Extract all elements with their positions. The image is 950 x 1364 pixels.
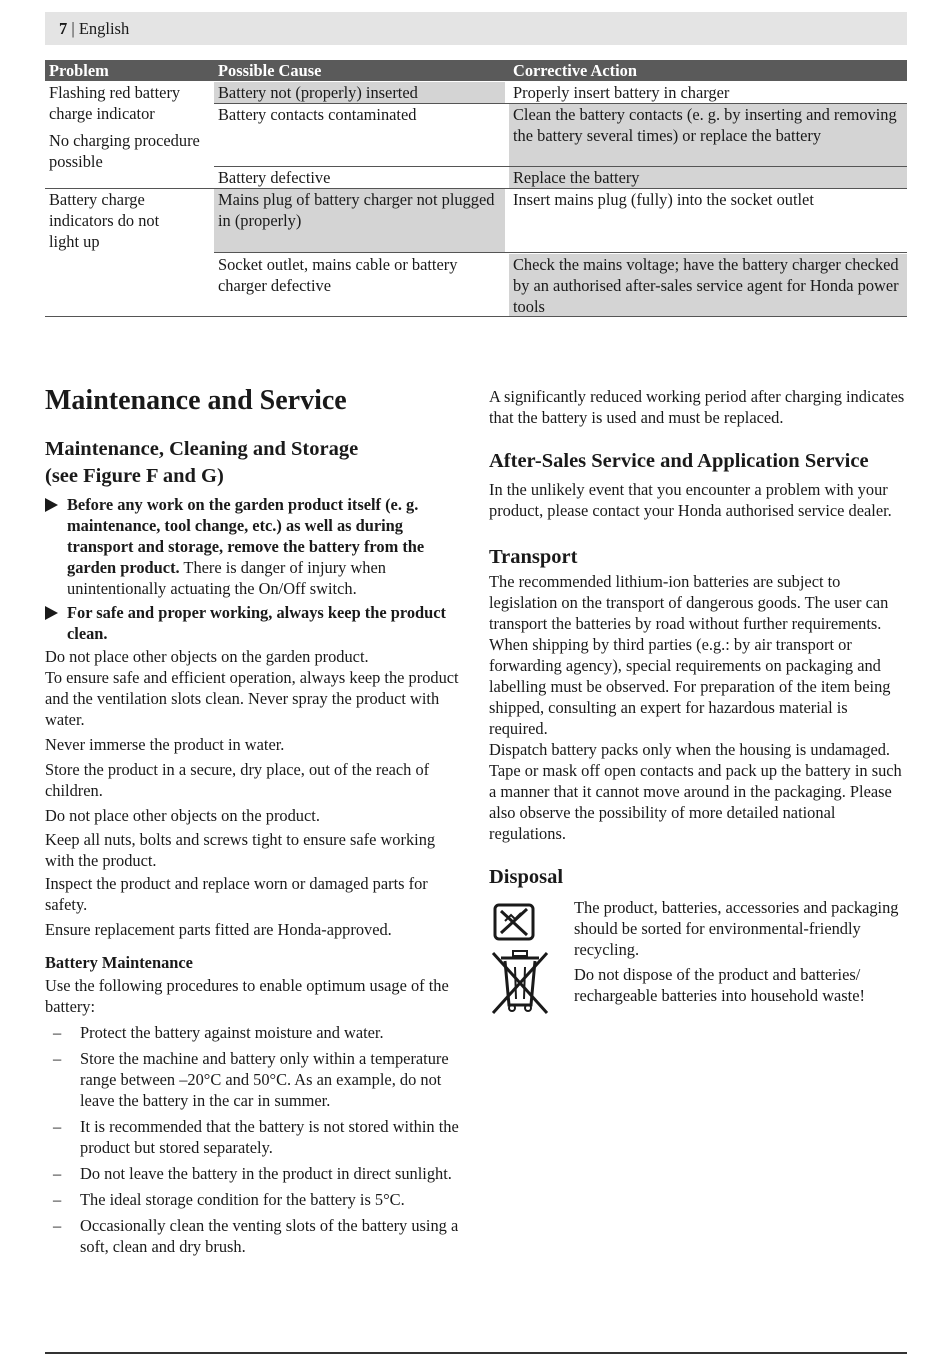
page-number: 7 [59, 19, 68, 38]
problem-no-charging: No charging procedure possible [49, 131, 200, 171]
cause-row-2: Battery contacts contaminated [218, 105, 417, 124]
battery-life-note: A significantly reduced working period after charging indicates that the battery is used and must be replaced. [489, 387, 905, 427]
action-row-2: Clean the battery contacts (e. g. by inserting and removing the battery several times) or replace the battery [509, 104, 907, 166]
left-column [45, 384, 465, 1257]
list-item: – Do not leave the battery in the product in direct sunlight. [53, 1164, 452, 1183]
recycle-sorting-icon [489, 897, 539, 947]
action-row-5: Check the mains voltage; have the battery charger checked by an authorised after-sales service agent for Honda power tools [509, 254, 907, 316]
after-sales-text: In the unlikely event that you encounter a problem with your product, please contact your Honda authorised service dealer. [489, 480, 892, 520]
battery-maintenance-heading: Battery Maintenance [45, 953, 193, 972]
header-language: English [78, 19, 130, 38]
header-possible-cause: Possible Cause [218, 61, 322, 80]
triangle-bullet-icon [45, 498, 58, 512]
transport-paragraph: When shipping by third parties (e.g.: by air transport or forwarding agency), special requirements on packaging and labelling must be observed. For preparation of the item being shipped, consulting an expert for hazardous material is required. [489, 635, 891, 738]
subsection-title-line1: Maintenance, Cleaning and Storage [45, 438, 359, 460]
battery-intro: Use the following procedures to enable optimum usage of the battery: [45, 976, 449, 1016]
list-item: – Store the machine and battery only within a temperature range between –20°C and 50°C. As an example, do not leave the battery in the car in summer. [53, 1049, 449, 1110]
action-row-4: Insert mains plug (fully) into the socket outlet [513, 190, 814, 209]
safety-bullet-remove-battery [45, 494, 465, 599]
disposal-block [489, 897, 909, 1017]
bullet-text: There is danger of injury when unintentionally actuating the On/Off switch. [67, 558, 386, 598]
action-row-3: Replace the battery [509, 167, 907, 188]
disposal-heading: Disposal [489, 866, 564, 888]
problem-indicators-not-lit: Battery charge indicators do not light up [49, 190, 160, 251]
after-sales-heading: After-Sales Service and Application Service [489, 450, 869, 472]
row-divider [214, 252, 907, 253]
paragraph: Store the product in a secure, dry place, out of the reach of children. [45, 760, 430, 800]
section-title: Maintenance and Service [45, 385, 347, 416]
list-item: – Protect the battery against moisture and water. [53, 1023, 384, 1042]
safety-bullet-keep-clean [45, 602, 465, 644]
paragraph: Do not place other objects on the garden product. [45, 647, 369, 666]
table-header-row [45, 60, 907, 81]
cause-row-3: Battery defective [218, 168, 331, 187]
paragraph: Ensure replacement parts fitted are Honda-approved. [45, 920, 392, 939]
action-row-1: Properly insert battery in charger [513, 83, 730, 102]
paragraph: Keep all nuts, bolts and screws tight to ensure safe working with the product. [45, 830, 436, 870]
paragraph: Never immerse the product in water. [45, 735, 285, 754]
header-problem: Problem [49, 61, 109, 80]
bullet-bold-text: For safe and proper working, always keep the product clean. [67, 603, 446, 643]
problem-flashing-red: Flashing red battery charge indicator [49, 83, 181, 123]
paragraph: Do not place other objects on the product. [45, 806, 320, 825]
table-bottom-rule [45, 316, 907, 317]
crossed-out-bin-icon [489, 949, 551, 1017]
transport-heading: Transport [489, 546, 578, 568]
cause-row-4: Mains plug of battery charger not plugged in (properly) [214, 189, 505, 252]
header-separator: | [67, 19, 79, 38]
right-column [489, 386, 909, 1017]
triangle-bullet-icon [45, 606, 58, 620]
paragraph: To ensure safe and efficient operation, always keep the product and the ventilation slots clean. Never spray the product with water. [45, 668, 459, 729]
list-item: – It is recommended that the battery is not stored within the product but stored separately. [53, 1117, 459, 1157]
cause-row-1: Battery not (properly) inserted [214, 82, 505, 103]
footer-rule [45, 1352, 907, 1354]
header-corrective-action: Corrective Action [513, 61, 637, 80]
list-item: – Occasionally clean the venting slots of the battery using a soft, clean and dry brush. [53, 1216, 459, 1256]
disposal-paragraph: The product, batteries, accessories and packaging should be sorted for environmental-friendly recycling. [574, 898, 899, 959]
disposal-paragraph: Do not dispose of the product and batteries/ rechargeable batteries into household waste! [574, 965, 865, 1005]
subsection-title-line2: (see Figure F and G) [45, 465, 224, 487]
list-item: – The ideal storage condition for the battery is 5°C. [53, 1190, 405, 1209]
disposal-text [574, 897, 909, 1006]
cause-row-5: Socket outlet, mains cable or battery charger defective [218, 255, 458, 295]
transport-paragraph: Dispatch battery packs only when the housing is undamaged. Tape or mask off open contacts and pack up the battery in such a manner that it cannot move around in the packaging. Please also observe the possibility of more detailed national regulations. [489, 740, 902, 843]
paragraph: Inspect the product and replace worn or damaged parts for safety. [45, 874, 428, 914]
transport-paragraph: The recommended lithium-ion batteries are subject to legislation on the transport of dangerous goods. The user can transport the batteries by road without further requirements. [489, 572, 889, 633]
bullet-bold-text: Before any work on the garden product itself (e. g. maintenance, tool change, etc.) as well as during transport and storage, remove the battery from the garden product. [67, 495, 425, 577]
page-header [45, 12, 907, 45]
